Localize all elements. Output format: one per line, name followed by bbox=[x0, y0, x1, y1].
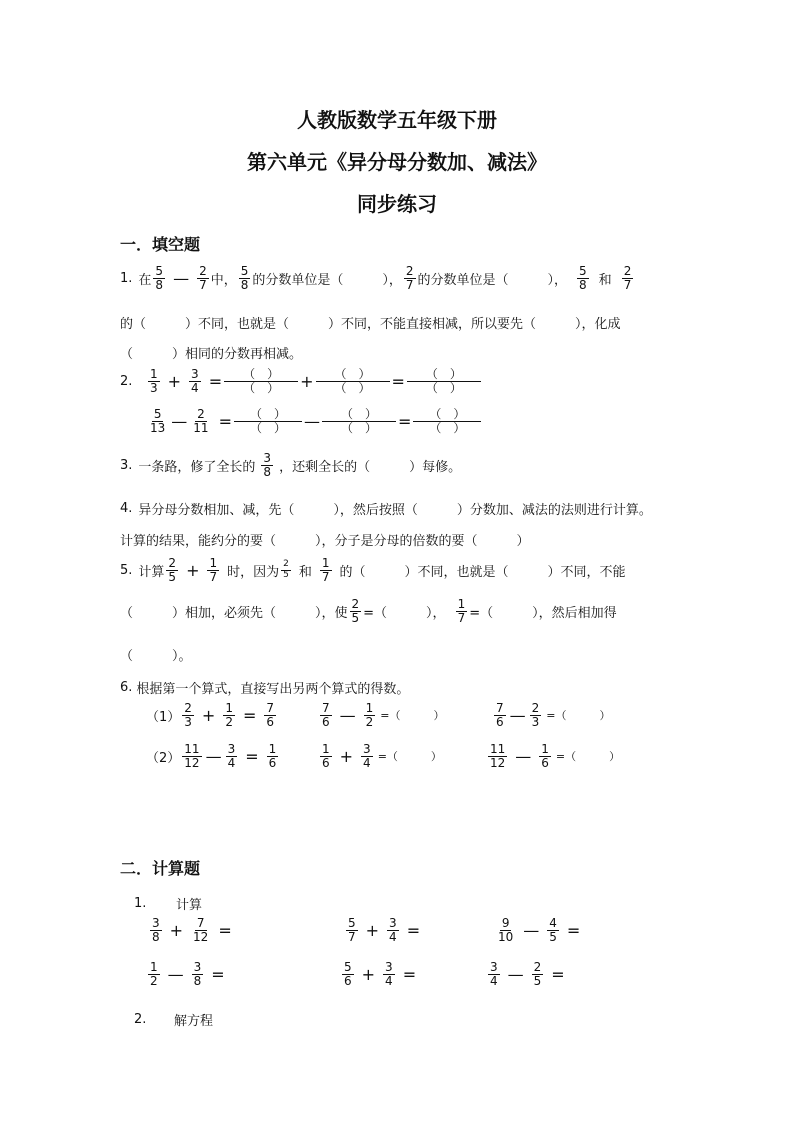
q2-row-1 bbox=[120, 368, 477, 394]
minus-sign: — bbox=[303, 411, 320, 431]
plus-sign: + bbox=[365, 920, 380, 940]
blank-fraction[interactable]: $\frac{( )}{( )}$ bbox=[413, 368, 475, 394]
plus-sign: + bbox=[300, 371, 314, 391]
q6-label-2: （2） bbox=[146, 750, 181, 766]
fraction: $\frac{5}{8}$ bbox=[240, 264, 249, 292]
fraction: $\frac{3}{4}$ bbox=[490, 960, 498, 988]
calc-2-3 bbox=[486, 961, 571, 987]
q3-number: 3. bbox=[120, 457, 133, 473]
fraction: $\frac{2}{3}$ bbox=[184, 701, 192, 729]
fraction: $\frac{2}{7}$ bbox=[405, 264, 414, 292]
fraction: $\frac{2}{5}$ bbox=[351, 597, 360, 625]
s2-item-1-number: 1. bbox=[134, 896, 147, 911]
q3-line bbox=[120, 452, 461, 478]
q5-text-3: （ ）相加，必须先（ ），使 bbox=[120, 605, 348, 621]
fraction: $\frac{5}{6}$ bbox=[344, 960, 352, 988]
fraction: $\frac{2}{11}$ bbox=[193, 407, 209, 435]
blank-fraction[interactable]: $\frac{( )}{( )}$ bbox=[230, 368, 292, 394]
calc-2-2 bbox=[340, 961, 422, 987]
q3-pre: 一条路，修了全长的 bbox=[138, 459, 256, 475]
q3-post: ，还剩全长的（ ）每修。 bbox=[279, 459, 462, 475]
fraction: $\frac{5}{13}$ bbox=[150, 407, 166, 435]
fraction: $\frac{11}{12}$ bbox=[490, 742, 506, 770]
fraction: $\frac{1}{7}$ bbox=[209, 556, 218, 584]
q6-text: 根据第一个算式，直接写出另两个算式的得数。 bbox=[136, 682, 410, 697]
q6-number: 6. bbox=[120, 680, 133, 695]
calc-1-2 bbox=[344, 917, 426, 943]
q1-line-2: 的（ ）不同，也就是（ ）不同，不能直接相减，所以要先（ ），化成 bbox=[120, 317, 621, 332]
equals-sign: = bbox=[211, 964, 225, 984]
calc-1-3 bbox=[494, 917, 586, 943]
q2-number: 2. bbox=[120, 373, 133, 389]
fraction: $\frac{3}{8}$ bbox=[152, 916, 160, 944]
minus-sign: — bbox=[523, 920, 540, 940]
plus-sign: + bbox=[186, 560, 200, 580]
q2-row-2 bbox=[146, 408, 477, 434]
q5-pre: 计算 bbox=[138, 564, 165, 580]
q1-line-3: （ ）相同的分数再相减。 bbox=[120, 347, 303, 362]
fraction: $\frac{11}{12}$ bbox=[184, 742, 200, 770]
equals-sign: = bbox=[566, 920, 581, 940]
fraction: $\frac{1}{7}$ bbox=[457, 597, 466, 625]
answer-blank[interactable]: =（ ） bbox=[555, 750, 621, 764]
fraction: $\frac{1}{2}$ bbox=[365, 701, 374, 729]
q1-number: 1. bbox=[120, 270, 133, 286]
answer-blank[interactable]: =（ ） bbox=[380, 709, 445, 723]
plus-sign: + bbox=[201, 705, 216, 725]
fraction: $\frac{5}{7}$ bbox=[348, 916, 356, 944]
minus-sign: — bbox=[173, 268, 190, 288]
equals-sign: = bbox=[406, 920, 421, 940]
equals-sign: = bbox=[551, 964, 565, 984]
fraction: $\frac{9}{10}$ bbox=[498, 916, 514, 944]
fraction: $\frac{7}{6}$ bbox=[266, 701, 275, 729]
page-title: 人教版数学五年级下册 bbox=[297, 108, 497, 132]
fraction: $\frac{1}{2}$ bbox=[150, 960, 158, 988]
fraction: $\frac{1}{6}$ bbox=[541, 742, 549, 770]
q5-and: 和 bbox=[298, 564, 312, 580]
q6-row-2a bbox=[146, 743, 280, 769]
plus-sign: + bbox=[167, 371, 182, 391]
minus-sign: — bbox=[509, 705, 526, 725]
equals-sign: = bbox=[391, 371, 405, 391]
q1-mid: 中， bbox=[210, 272, 237, 288]
q6-row-2b bbox=[318, 743, 445, 769]
q6-row-1b bbox=[318, 702, 448, 728]
equals-sign: = bbox=[245, 746, 259, 766]
fraction: $\frac{1}{7}$ bbox=[321, 556, 330, 584]
fraction: $\frac{3}{4}$ bbox=[389, 916, 397, 944]
fraction: $\frac{1}{6}$ bbox=[268, 742, 277, 770]
q4-number: 4. bbox=[120, 501, 133, 516]
s2-item-2-label: 解方程 bbox=[174, 1014, 214, 1029]
q1-text-1: 的分数单位是（ ）， bbox=[252, 272, 402, 288]
q5-text-2: 的（ ）不同，也就是（ ）不同，不能 bbox=[339, 564, 626, 580]
q4-line-2: 计算的结果，能约分的要（ ），分子是分母的倍数的要（ ） bbox=[120, 534, 530, 549]
fraction: $\frac{2}{7}$ bbox=[199, 264, 207, 292]
practice-title: 同步练习 bbox=[357, 192, 437, 216]
fraction: $\frac{2}{3}$ bbox=[531, 701, 540, 729]
calc-2-1 bbox=[146, 961, 231, 987]
blank-fraction[interactable]: $\frac{( )}{( )}$ bbox=[322, 368, 384, 394]
fraction: $\frac{5}{8}$ bbox=[579, 264, 587, 292]
q1-line-1 bbox=[120, 265, 635, 291]
section-1-heading: 一．填空题 bbox=[120, 235, 201, 254]
q5-line-3: （ ）。 bbox=[120, 649, 192, 664]
fraction: $\frac{7}{6}$ bbox=[496, 701, 504, 729]
equals-sign: = bbox=[208, 371, 223, 391]
fraction: $\frac{2}{5}$ bbox=[168, 556, 177, 584]
q1-text-2: 的分数单位是（ ）， bbox=[417, 272, 568, 288]
q6-row-2c bbox=[486, 743, 623, 769]
q4-text-1: 异分母分数相加、减，先（ ），然后按照（ ）分数加、减法的法则进行计算。 bbox=[138, 503, 652, 518]
equals-sign: = bbox=[218, 920, 232, 940]
q1-and: 和 bbox=[598, 272, 612, 288]
minus-sign: — bbox=[339, 705, 356, 725]
s2-item-1-label: 计算 bbox=[176, 898, 203, 913]
unit-title: 第六单元《异分母分数加、减法》 bbox=[247, 150, 547, 174]
fraction: $\frac{2}{5}$ bbox=[283, 559, 289, 580]
answer-blank[interactable]: =（ ） bbox=[546, 709, 611, 723]
fraction: $\frac{1}{3}$ bbox=[150, 367, 158, 395]
s2-item-1 bbox=[134, 894, 202, 913]
blank-fraction[interactable]: $\frac{( )}{( )}$ bbox=[328, 408, 390, 434]
equals-sign: = bbox=[242, 705, 257, 725]
plus-sign: + bbox=[361, 964, 376, 984]
calc-1-1 bbox=[148, 917, 238, 943]
q5-text-4: =（ ）， bbox=[363, 605, 446, 621]
fraction: $\frac{3}{4}$ bbox=[227, 742, 236, 770]
q6-row-1c bbox=[492, 702, 614, 728]
s2-item-2-number: 2. bbox=[134, 1012, 147, 1027]
fraction: $\frac{5}{8}$ bbox=[155, 264, 164, 292]
fraction: $\frac{3}{4}$ bbox=[363, 742, 371, 770]
q5-number: 5. bbox=[120, 562, 133, 578]
q5-line-1 bbox=[120, 557, 626, 583]
plus-sign: + bbox=[169, 920, 184, 940]
fraction: $\frac{3}{8}$ bbox=[263, 451, 272, 479]
fraction: $\frac{4}{5}$ bbox=[549, 916, 557, 944]
q6-label-1: （1） bbox=[146, 709, 181, 725]
fraction: $\frac{2}{5}$ bbox=[533, 960, 542, 988]
q4-line-1 bbox=[120, 499, 652, 518]
minus-sign: — bbox=[171, 411, 188, 431]
q5-text-5: =（ ），然后相加得 bbox=[469, 605, 617, 621]
s2-item-2 bbox=[134, 1010, 213, 1029]
blank-fraction[interactable]: $\frac{( )}{( )}$ bbox=[240, 408, 296, 434]
equals-sign: = bbox=[218, 411, 232, 431]
plus-sign: + bbox=[339, 746, 354, 766]
equals-sign: = bbox=[397, 411, 412, 431]
q6-line bbox=[120, 678, 409, 697]
fraction: $\frac{3}{8}$ bbox=[193, 960, 202, 988]
q1-pre: 在 bbox=[138, 272, 152, 288]
minus-sign: — bbox=[515, 746, 532, 766]
fraction: $\frac{1}{6}$ bbox=[322, 742, 330, 770]
minus-sign: — bbox=[167, 964, 184, 984]
minus-sign: — bbox=[205, 746, 222, 766]
q5-line-2 bbox=[120, 598, 617, 624]
fraction: $\frac{7}{12}$ bbox=[193, 916, 209, 944]
fraction: $\frac{3}{4}$ bbox=[191, 367, 199, 395]
q6-row-1a bbox=[146, 702, 278, 728]
fraction: $\frac{1}{2}$ bbox=[225, 701, 233, 729]
equals-sign: = bbox=[402, 964, 417, 984]
blank-fraction[interactable]: $\frac{( )}{( )}$ bbox=[419, 408, 475, 434]
answer-blank[interactable]: =（ ） bbox=[377, 750, 442, 764]
fraction: $\frac{7}{6}$ bbox=[322, 701, 330, 729]
q5-text-1: 时，因为 bbox=[227, 564, 280, 580]
section-2-heading: 二．计算题 bbox=[120, 859, 201, 878]
fraction: $\frac{3}{4}$ bbox=[385, 960, 393, 988]
minus-sign: — bbox=[507, 964, 524, 984]
fraction: $\frac{2}{7}$ bbox=[623, 264, 632, 292]
